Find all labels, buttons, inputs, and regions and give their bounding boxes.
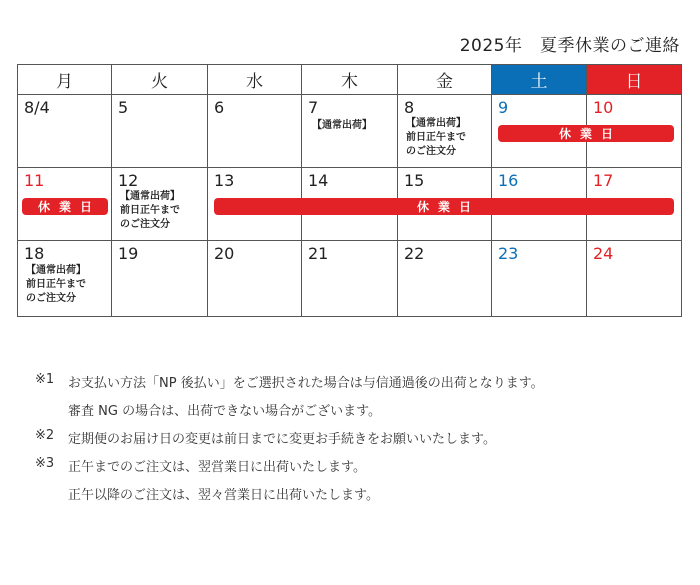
day-number: 21 <box>308 244 329 263</box>
note-line: のご注文分 <box>26 293 76 304</box>
day-number: 16 <box>498 171 519 190</box>
calendar-day <box>587 241 681 316</box>
day-number: 11 <box>24 171 45 190</box>
day-number: 8/4 <box>24 98 50 117</box>
shipping-note <box>120 190 180 232</box>
day-number: 15 <box>404 171 425 190</box>
day-number: 5 <box>118 98 129 117</box>
calendar-day <box>398 95 492 168</box>
page-title: 2025年 夏季休業のご連絡 <box>459 36 680 56</box>
note-line: 【通常出荷】 <box>120 191 180 202</box>
shipping-note <box>26 264 86 306</box>
day-number: 14 <box>308 171 329 190</box>
day-number: 6 <box>214 98 225 117</box>
day-number: 9 <box>498 98 509 117</box>
calendar-day <box>112 95 208 168</box>
day-number: 13 <box>214 171 235 190</box>
weekday-header-sat: 土 <box>492 65 587 95</box>
footnote-text: 正午までのご注文は、翌営業日に出荷いたします。 <box>68 460 366 475</box>
calendar-day <box>112 168 208 241</box>
day-number: 17 <box>593 171 614 190</box>
calendar-day <box>302 241 398 316</box>
footnote-text: お支払い方法「NP 後払い」をご選択された場合は与信通過後の出荷となります。 <box>68 376 544 391</box>
calendar-day <box>18 95 112 168</box>
note-line: 前日正午まで <box>120 205 180 216</box>
day-number: 23 <box>498 244 519 263</box>
calendar-day <box>18 241 112 316</box>
day-number: 20 <box>214 244 235 263</box>
calendar-day <box>208 95 302 168</box>
weekday-header-sun: 日 <box>587 65 681 95</box>
calendar-day <box>492 241 587 316</box>
footnote-text: 審査 NG の場合は、出荷できない場合がございます。 <box>68 404 382 419</box>
footnote-mark: ※2 <box>35 428 55 443</box>
footnote-mark: ※3 <box>35 456 55 471</box>
note-line: 前日正午まで <box>26 279 86 290</box>
calendar-day <box>112 241 208 316</box>
day-number: 19 <box>118 244 139 263</box>
day-number: 8 <box>404 98 415 117</box>
day-number: 22 <box>404 244 425 263</box>
holiday-bar: 休業日 <box>498 125 674 142</box>
day-number: 7 <box>308 98 319 117</box>
footnote-text: 定期便のお届け日の変更は前日までに変更お手続きをお願いいたします。 <box>68 432 496 447</box>
note-line: のご注文分 <box>406 146 456 157</box>
day-number: 10 <box>593 98 614 117</box>
calendar-grid <box>17 64 682 317</box>
footnote-mark: ※1 <box>35 372 55 387</box>
weekday-header-tue: 火 <box>112 65 208 95</box>
holiday-bar: 休業日 <box>22 198 108 215</box>
note-line: 【通常出荷】 <box>406 118 466 129</box>
shipping-note <box>406 117 466 159</box>
shipping-note: 【通常出荷】 <box>312 120 372 131</box>
note-line: 【通常出荷】 <box>26 265 86 276</box>
weekday-header-wed: 水 <box>208 65 302 95</box>
day-number: 12 <box>118 171 139 190</box>
calendar-day <box>302 95 398 168</box>
day-number: 18 <box>24 244 45 263</box>
day-number: 24 <box>593 244 614 263</box>
footnote-text: 正午以降のご注文は、翌々営業日に出荷いたします。 <box>68 488 379 503</box>
calendar-day <box>398 241 492 316</box>
holiday-bar: 休業日 <box>214 198 674 215</box>
weekday-header-fri: 金 <box>398 65 492 95</box>
calendar-day <box>208 241 302 316</box>
note-line: 前日正午まで <box>406 132 466 143</box>
weekday-header-mon: 月 <box>18 65 112 95</box>
weekday-header-thu: 木 <box>302 65 398 95</box>
note-line: のご注文分 <box>120 219 170 230</box>
